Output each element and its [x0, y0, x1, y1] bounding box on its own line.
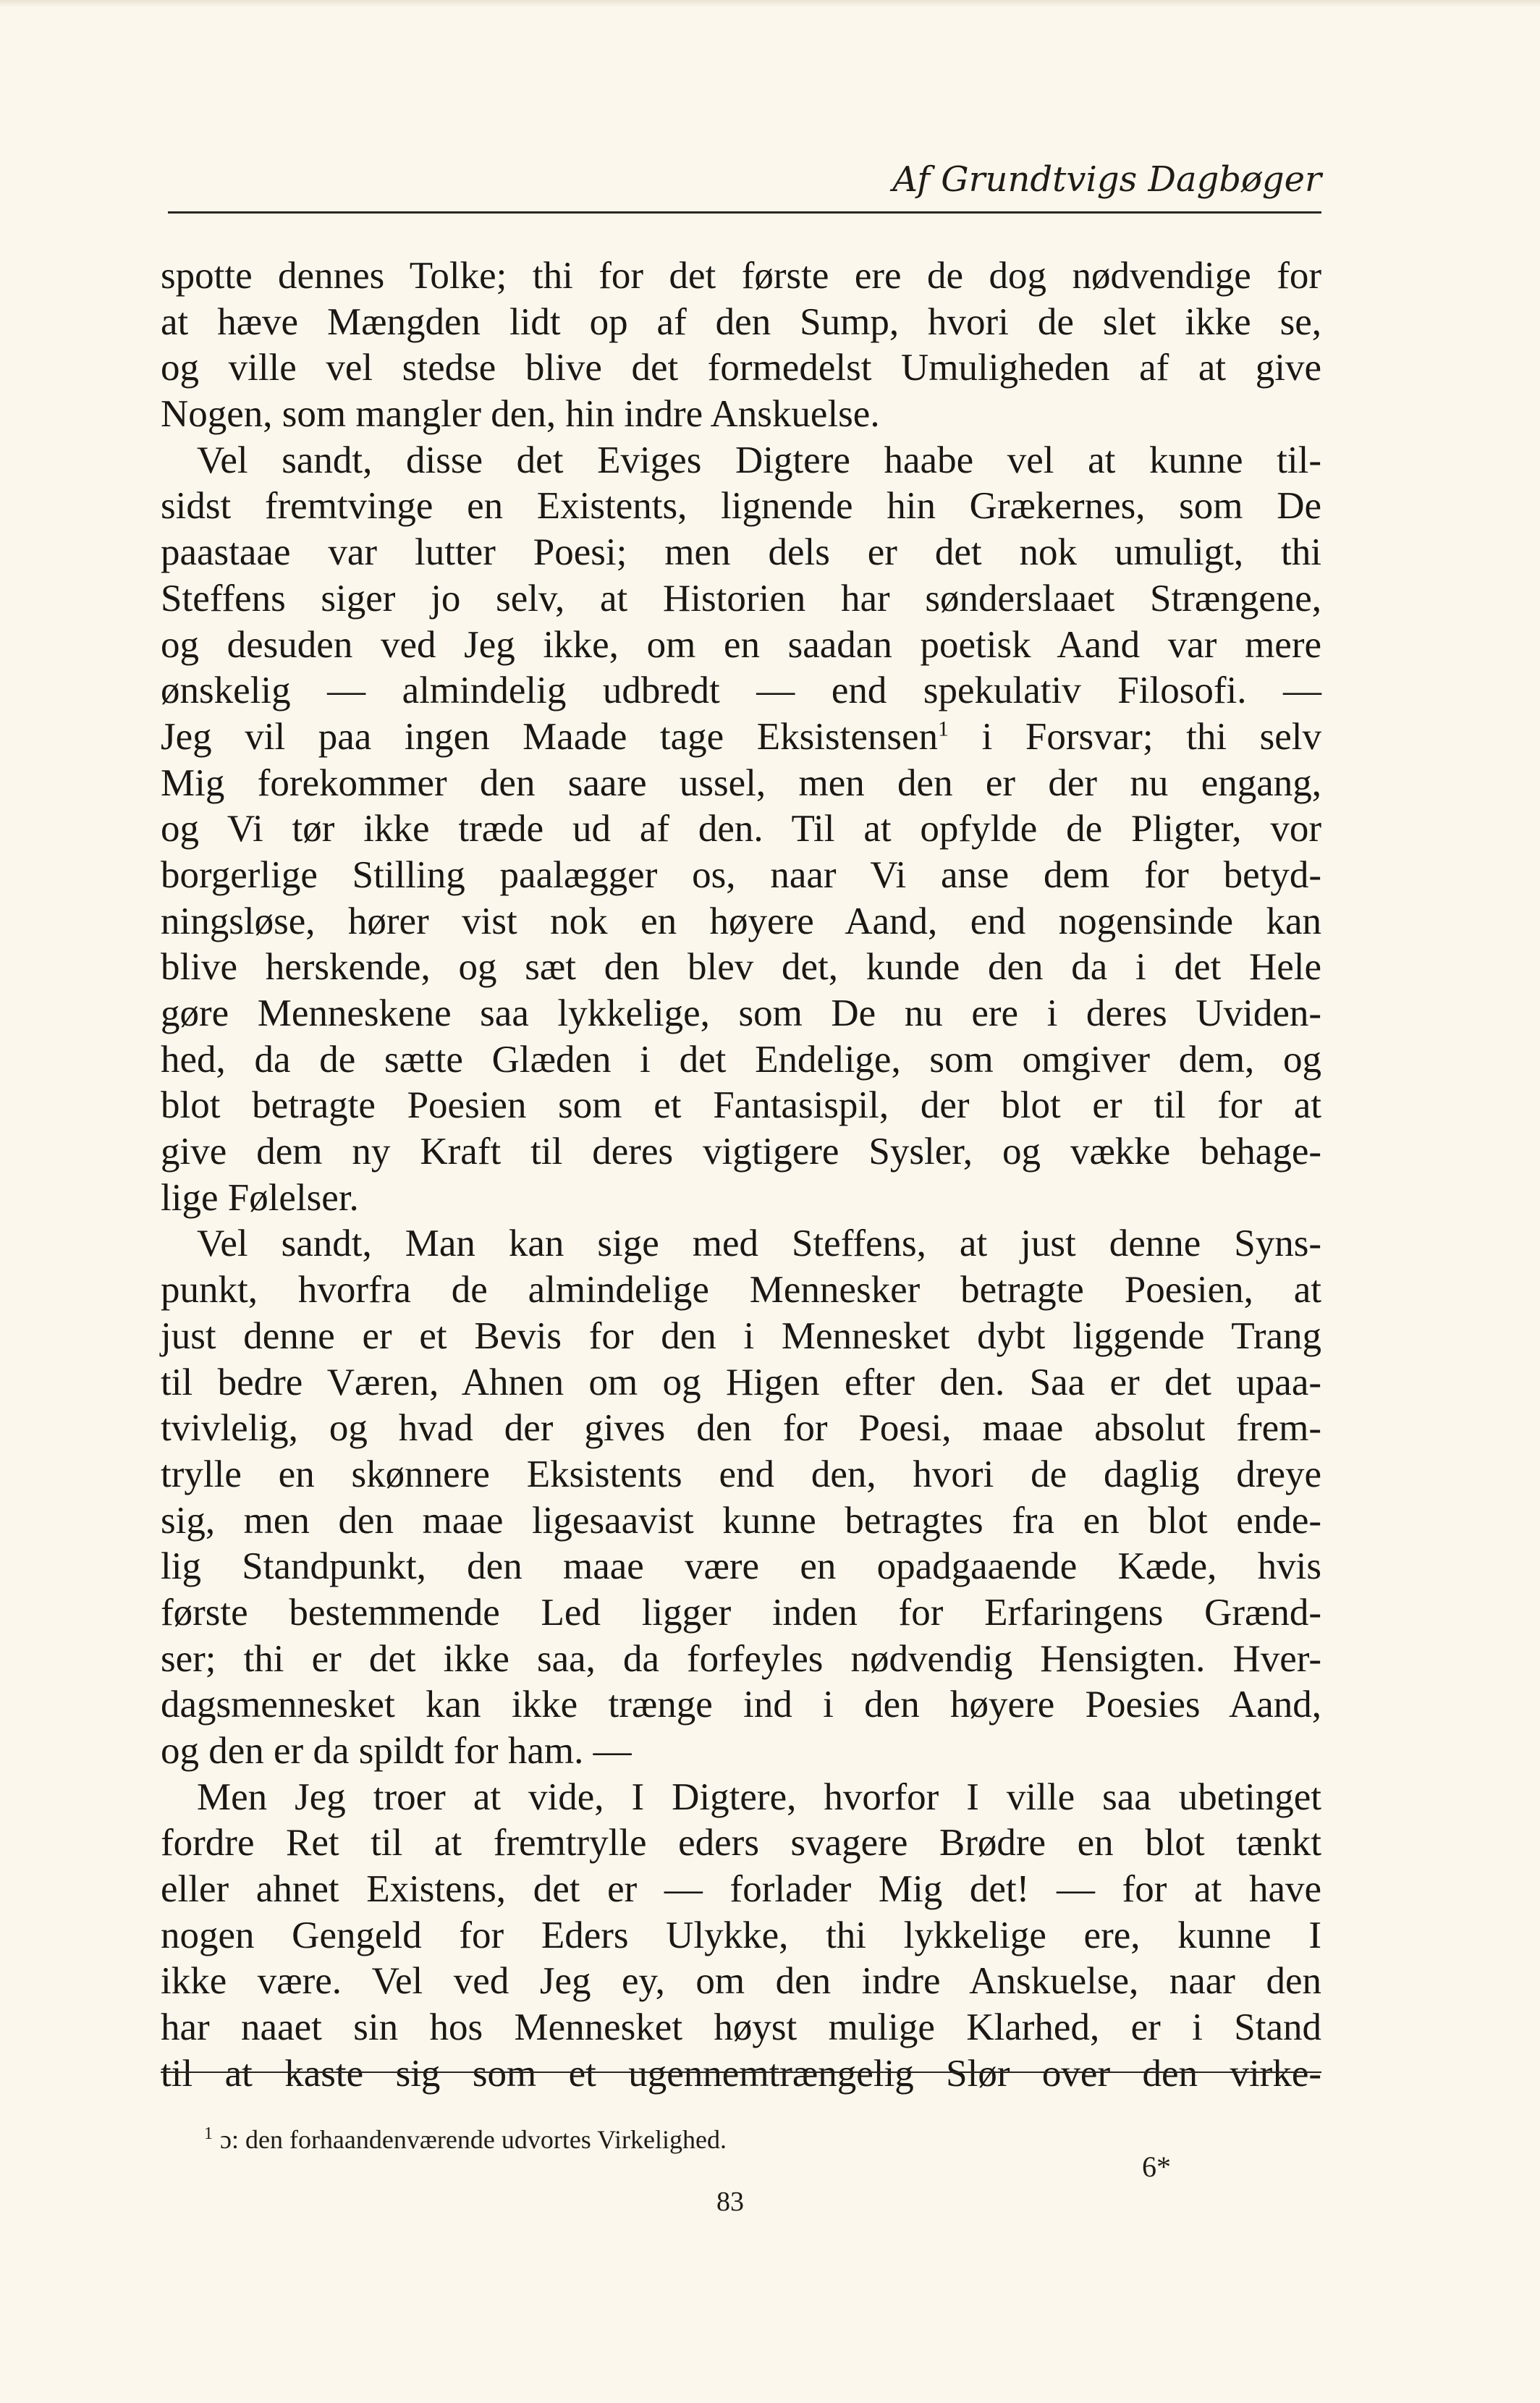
text-line: Steffens siger jo selv, at Historien har sønderslaaet Strængene,	[161, 577, 1321, 620]
footnote-text: ɔ: den forhaandenværende udvortes Virkelighed.	[220, 2125, 727, 2154]
text-line: sidst fremtvinge en Existents, lignende hin Grækernes, som De	[161, 485, 1321, 528]
text-line: og desuden ved Jeg ikke, om en saadan poetisk Aand var mere	[161, 623, 1321, 666]
text-line: at hæve Mængden lidt op af den Sump, hvori de slet ikke se,	[161, 300, 1321, 343]
text-line: Mig forekommer den saare ussel, men den er der nu engang,	[161, 761, 1321, 804]
paragraph-4	[161, 1775, 1321, 2098]
text-line: paastaae var lutter Poesi; men dels er det nok umuligt, thi	[161, 531, 1321, 574]
text-line: Vel sandt, Man kan sige med Steffens, at just denne Syns-	[197, 1222, 1321, 1265]
text-line: og Vi tør ikke træde ud af den. Til at opfylde de Pligter, vor	[161, 808, 1321, 850]
text-line: til bedre Væren, Ahnen om og Higen efter den. Saa er det upaa-	[161, 1361, 1321, 1403]
text-line: Men Jeg troer at vide, I Digtere, hvorfor I ville saa ubetinget	[197, 1775, 1321, 1818]
text-line: første bestemmende Led ligger inden for Erfaringens Grænd-	[161, 1591, 1321, 1634]
text-fragment: Jeg vil paa ingen Maade tage Eksistensen	[161, 715, 939, 758]
text-line: tvivlelig, og hvad der gives den for Poesi, maae absolut frem-	[161, 1407, 1321, 1450]
text-line-with-footnote	[161, 714, 1321, 761]
text-line: punkt, hvorfra de almindelige Mennesker betragte Poesien, at	[161, 1269, 1321, 1312]
text-line: ønskelig — almindelig udbredt — end spekulativ Filosofi. —	[161, 670, 1321, 712]
text-line: lig Standpunkt, den maae være en opadgaaende Kæde, hvis	[161, 1545, 1321, 1588]
text-line: ikke være. Vel ved Jeg ey, om den indre Anskuelse, naar den	[161, 1960, 1321, 2003]
paragraph-3	[161, 1221, 1321, 1774]
text-line: blive herskende, og sæt den blev det, kunde den da i det Hele	[161, 946, 1321, 989]
paragraph-2	[161, 438, 1321, 1222]
text-line: borgerlige Stilling paalægger os, naar Vi anse dem for betyd-	[161, 853, 1321, 896]
text-line: eller ahnet Existens, det er — forlader Mig det! — for at have	[161, 1868, 1321, 1911]
header-rule	[168, 211, 1321, 214]
page-number: 83	[716, 2187, 744, 2217]
running-header: Af Grundtvigs Dagbøger	[892, 159, 1321, 200]
text-line: blot betragte Poesien som et Fantasispil, der blot er til for at	[161, 1084, 1321, 1127]
text-fragment: i Forsvar; thi selv	[981, 715, 1322, 758]
text-line: har naaet sin hos Mennesket høyst mulige Klarhed, er i Stand	[161, 2006, 1321, 2049]
text-line: trylle en skønnere Eksistents end den, hvori de daglig dreye	[161, 1453, 1321, 1495]
text-line: og ville vel stedse blive det formedelst Umuligheden af at give	[161, 347, 1321, 389]
text-line: sig, men den maae ligesaavist kunne betragtes fra en blot ende-	[161, 1499, 1321, 1542]
text-line: nogen Gengeld for Eders Ulykke, thi lykkelige ere, kunne I	[161, 1914, 1321, 1956]
text-line: gøre Menneskene saa lykkelige, som De nu ere i deres Uviden-	[161, 992, 1321, 1034]
text-line: og den er da spildt for ham. —	[161, 1730, 632, 1772]
text-line: spotte dennes Tolke; thi for det første ere de dog nødvendige for	[161, 255, 1321, 297]
footnote-reference: 1	[938, 717, 949, 741]
footnote-marker: 1	[204, 2124, 213, 2143]
footnote	[204, 2124, 727, 2155]
text-line: ningsløse, hører vist nok en høyere Aand, end nogensinde kan	[161, 900, 1321, 942]
text-line: hed, da de sætte Glæden i det Endelige, som omgiver dem, og	[161, 1038, 1321, 1081]
text-line: fordre Ret til at fremtrylle eders svagere Brødre en blot tænkt	[161, 1822, 1321, 1864]
page-edge	[0, 0, 1540, 7]
text-line: lige Følelser.	[161, 1176, 359, 1219]
text-line: give dem ny Kraft til deres vigtigere Sysler, og vække behage-	[161, 1131, 1321, 1173]
text-line: Nogen, som mangler den, hin indre Anskuelse.	[161, 393, 880, 436]
footnote-rule	[161, 2072, 1321, 2073]
text-line: dagsmennesket kan ikke trænge ind i den høyere Poesies Aand,	[161, 1684, 1321, 1726]
text-line: just denne er et Bevis for den i Mennesket dybt liggende Trang	[161, 1314, 1321, 1357]
signature-mark: 6*	[1142, 2150, 1171, 2183]
text-line: til at kaste sig som et ugennemtrængelig Slør over den virke-	[161, 2052, 1321, 2095]
paragraph-1	[161, 253, 1321, 438]
text-line: ser; thi er det ikke saa, da forfeyles nødvendig Hensigten. Hver-	[161, 1637, 1321, 1680]
body-text	[161, 253, 1321, 2098]
text-line: Vel sandt, disse det Eviges Digtere haabe vel at kunne til-	[197, 439, 1321, 481]
